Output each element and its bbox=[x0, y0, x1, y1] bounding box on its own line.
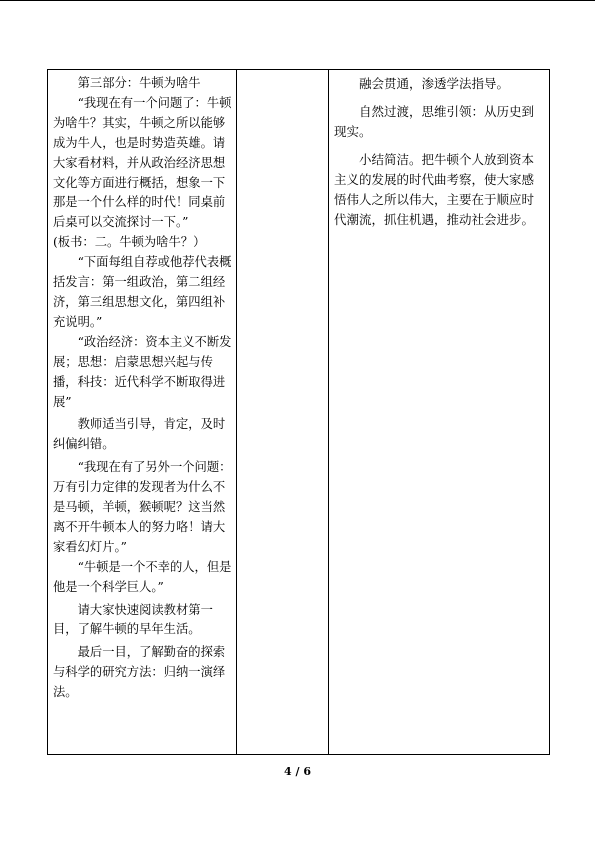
teaching-process-column bbox=[48, 70, 237, 754]
page-number: 4 / 6 bbox=[284, 765, 311, 778]
student-activity-column bbox=[237, 70, 329, 754]
paragraph: “我现在有了另外一个问题：万有引力定律的发现者为什么不是马顿，羊顿，猴顿呢？这当然离不开牛顿本人的努力咯！请大家看幻灯片。” bbox=[53, 460, 232, 554]
section-heading: 第三部分：牛顿为啥牛 bbox=[77, 76, 201, 90]
design-note: 自然过渡，思维引领：从历史到现实。 bbox=[334, 104, 535, 139]
design-intent-column bbox=[329, 70, 549, 754]
paragraph: 请大家快速阅读教材第一目，了解牛顿的早年生活。 bbox=[53, 602, 213, 637]
paragraph: “政治经济：资本主义不断发展；思想：启蒙思想兴起与传播，科技：近代科学不断取得进展” bbox=[53, 334, 232, 409]
design-note: 融会贯通，渗透学法指导。 bbox=[359, 76, 510, 91]
paragraph: “我现在有一个问题了：牛顿为啥牛？其实，牛顿之所以能够成为牛人，也是时势造英雄。请大家看材料，并从政治经济思想文化等方面进行概括，想象一下那是一个什么样的时代！同桌前后桌可以交流探讨一下。” bbox=[53, 95, 232, 230]
blackboard-note: (板书：二。牛顿为啥牛？） bbox=[53, 235, 206, 250]
paragraph: 教师适当引导，肯定，及时纠偏纠错。 bbox=[53, 417, 226, 452]
design-note: 小结简洁。把牛顿个人放到资本主义的发展的时代曲考察，使大家感悟伟人之所以伟大，主要在于顺应时代潮流，抓住机遇，推动社会进步。 bbox=[334, 152, 535, 227]
paragraph: 最后一目，了解勤奋的探索与科学的研究方法：归纳一演绎法。 bbox=[53, 645, 226, 700]
header-rule bbox=[0, 0, 595, 1]
lesson-plan-table bbox=[47, 69, 550, 755]
paragraph: “牛顿是一个不幸的人，但是他是一个科学巨人。” bbox=[53, 559, 232, 594]
paragraph: “下面每组自荐或他荐代表概括发言：第一组政治，第二组经济，第三组思想文化，第四组补充说明。” bbox=[53, 255, 232, 329]
